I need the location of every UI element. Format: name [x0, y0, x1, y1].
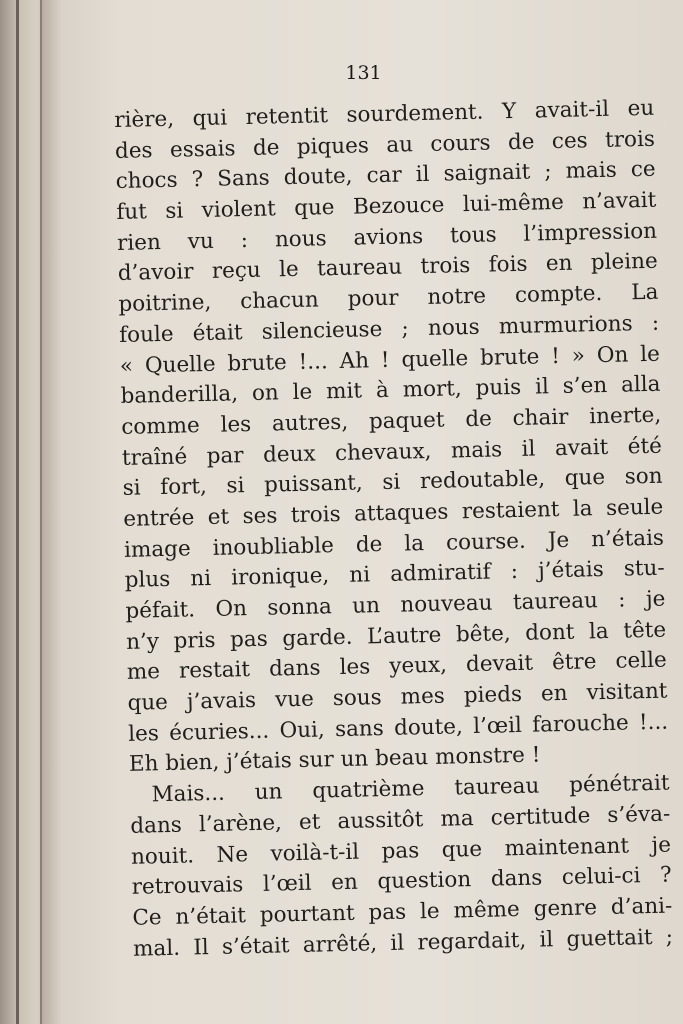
- text-line: Ce n’était pourtant pas le même genre d’ani-: [132, 893, 673, 931]
- text-line: plus ni ironique, ni admiratif : j’étais stu-: [124, 555, 665, 594]
- page-number: 131: [345, 62, 382, 84]
- book-gutter: [16, 0, 19, 1024]
- text-line: que j’avais vue sous mes pieds en visitant: [127, 678, 668, 716]
- text-line: rien vu : nous avions tous l’impression: [116, 218, 658, 256]
- text-line: fut si violent que Bezouce lui-même n’avait: [116, 187, 657, 226]
- text-line: image inoubliable de la course. Je n’étais: [123, 525, 665, 563]
- text-line: poitrine, chacun pour notre compte. La: [118, 279, 659, 318]
- text-line: mal. Il s’était arrêté, il regardait, il guettait ;: [132, 924, 674, 962]
- text-line: entrée et ses trois attaques restaient la seule: [123, 494, 664, 532]
- book-page: [40, 0, 683, 1024]
- text-line: foule était silencieuse ; nous murmurions :: [118, 310, 660, 348]
- text-line: Eh bien, j’étais sur un beau monstre !: [128, 742, 541, 778]
- text-line: n’y pris pas garde. L’autre bête, dont la tête: [125, 617, 667, 655]
- text-line: banderilla, on le mit à mort, puis il s’en alla: [120, 371, 661, 410]
- text-line: d’avoir reçu le taureau trois fois en pleine: [117, 249, 658, 287]
- text-line: me restait dans les yeux, devait être celle: [126, 647, 668, 686]
- text-line: nouit. Ne voilà-t-il pas que maintenant je: [130, 832, 672, 870]
- text-line: dans l’arène, et aussitôt ma certitude s’éva-: [130, 801, 671, 839]
- text-line: traîné par deux chevaux, mais il avait été: [121, 433, 663, 471]
- text-line: Mais... un quatrième taureau pénétrait: [151, 770, 670, 808]
- text-line: rière, qui retentit sourdement. Y avait-il eu: [114, 95, 655, 133]
- page-body-text: [114, 94, 673, 965]
- text-line: chocs ? Sans doute, car il saignait ; mais ce: [115, 157, 656, 195]
- text-line: « Quelle brute !... Ah ! quelle brute ! » On le: [119, 341, 661, 379]
- text-line: péfait. On sonna un nouveau taureau : je: [125, 586, 666, 624]
- text-line: comme les autres, paquet de chair inerte,: [121, 402, 662, 440]
- text-line: retrouvais l’œil en question dans celui-ci ?: [131, 862, 672, 900]
- text-line: si fort, si puissant, si redoutable, que son: [122, 463, 663, 502]
- text-line: les écuries... Oui, sans doute, l’œil farouche !...: [127, 709, 669, 747]
- text-line: des essais de piques au cours de ces trois: [114, 126, 656, 164]
